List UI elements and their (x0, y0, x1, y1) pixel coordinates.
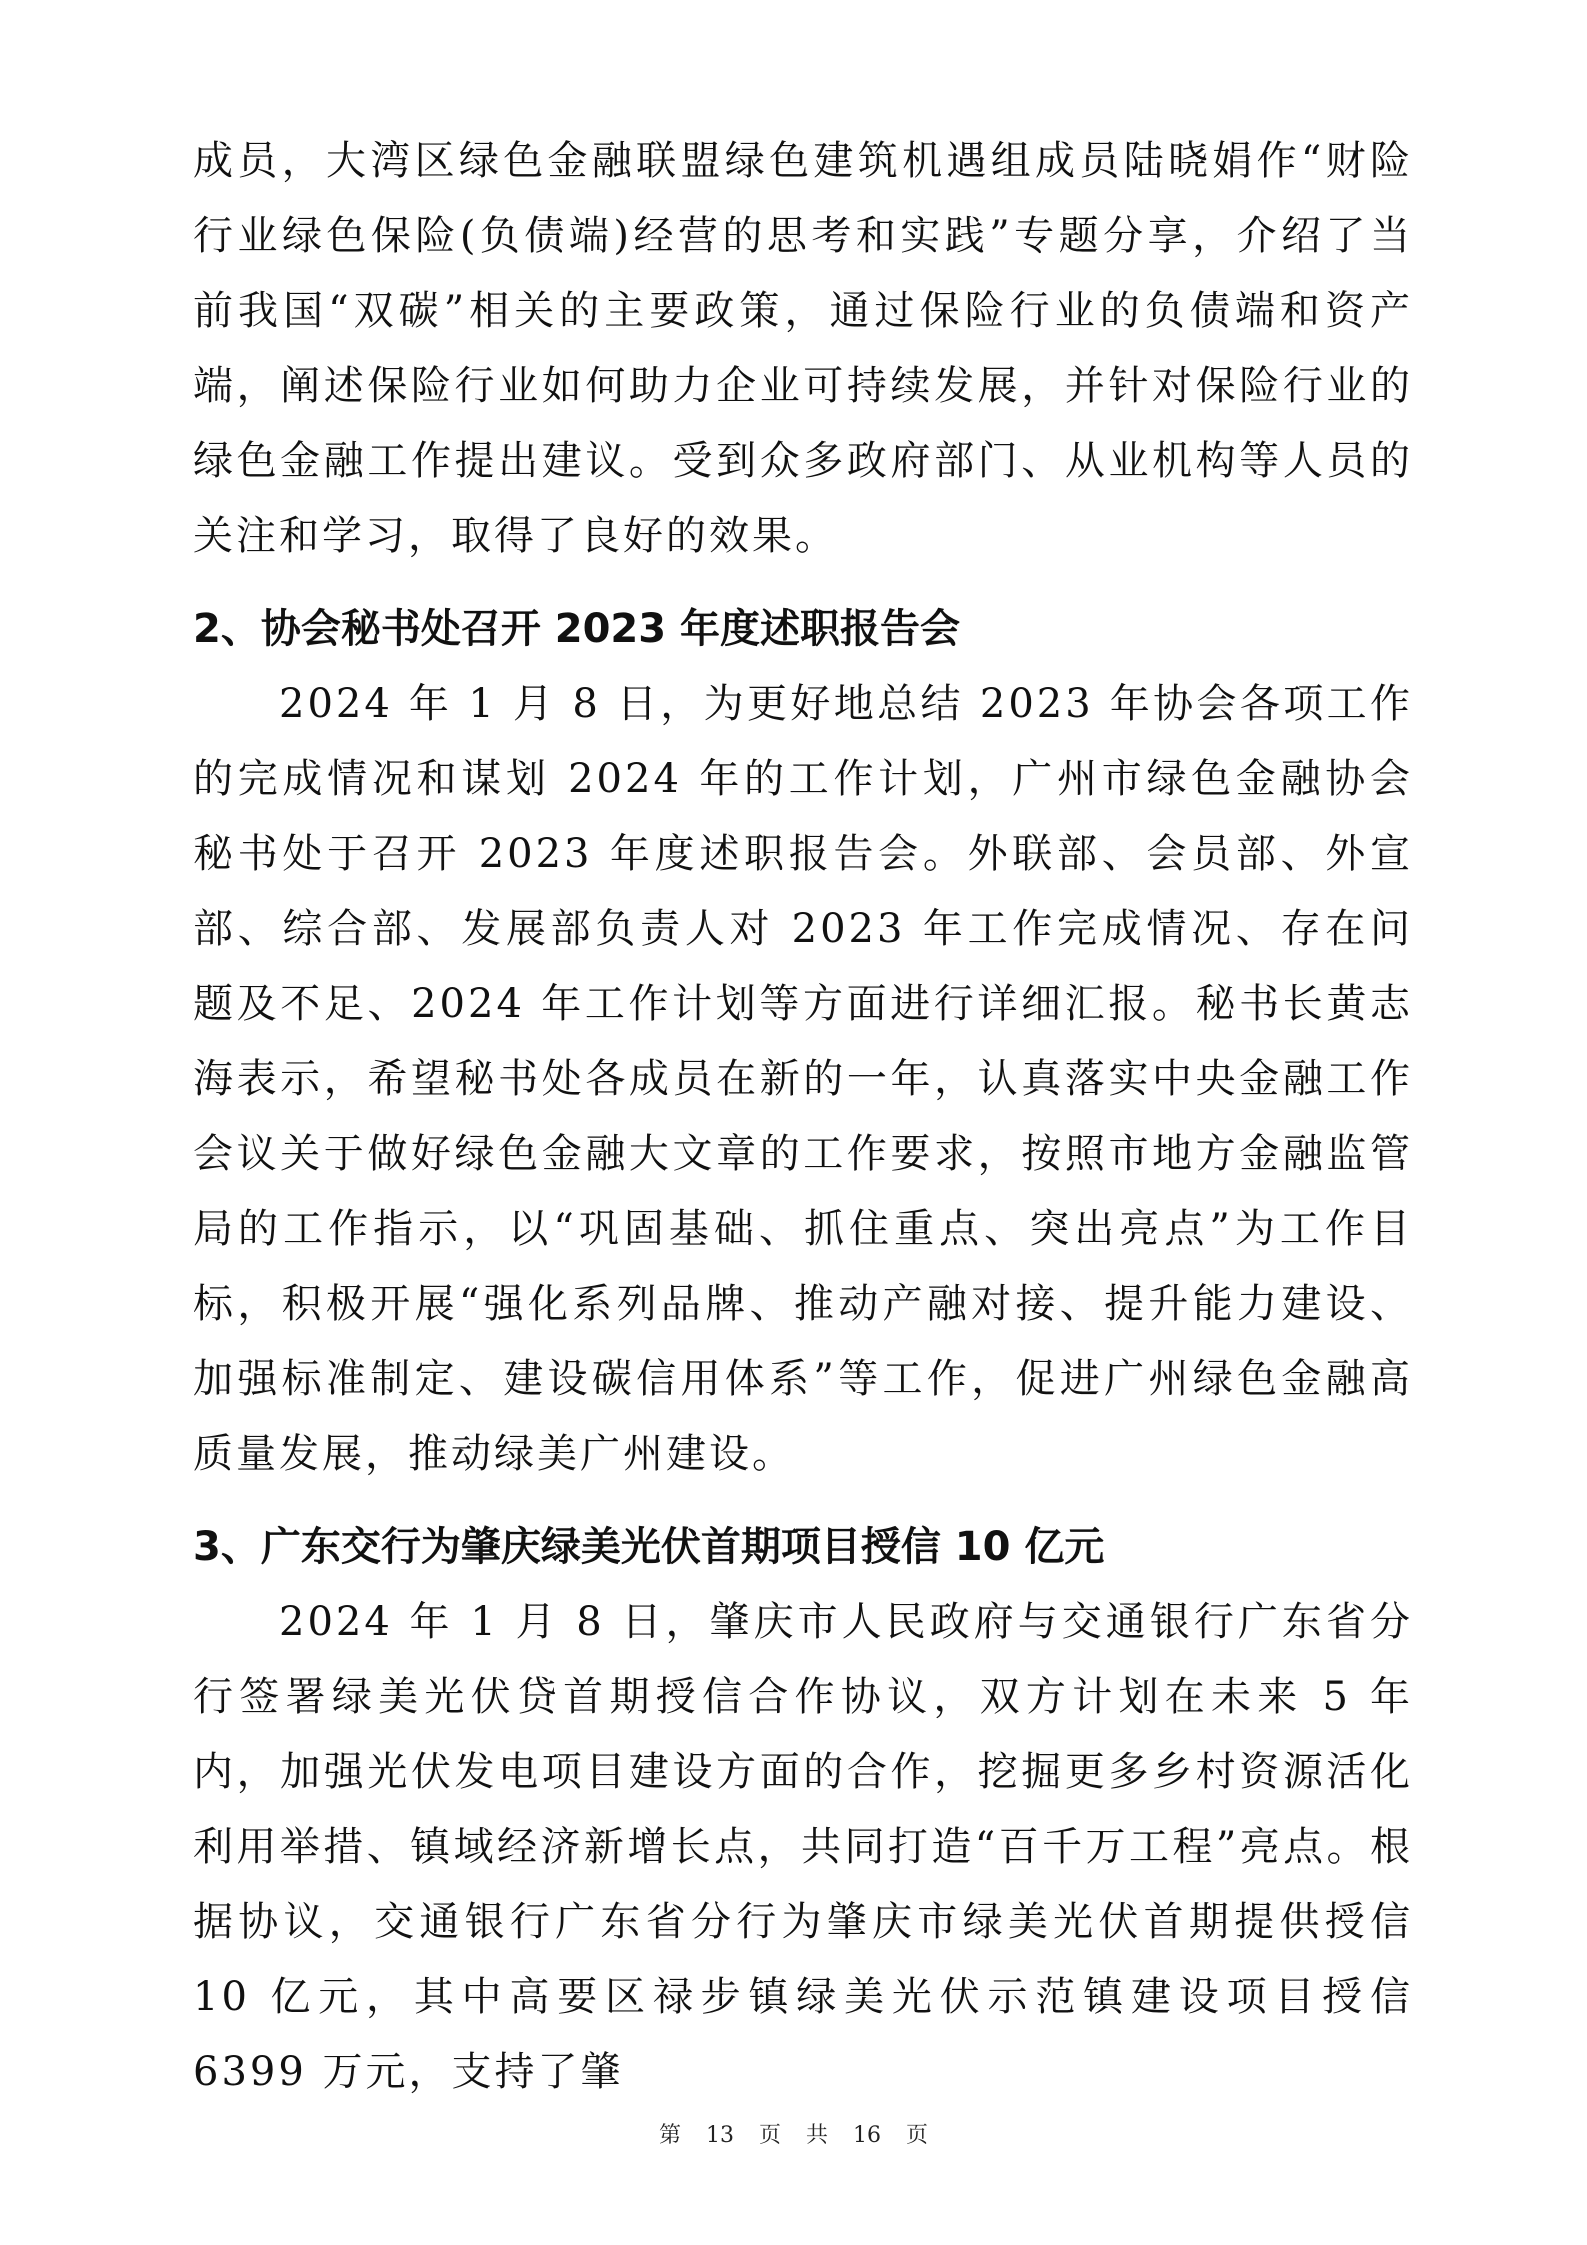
footer-current-page: 13 (705, 2123, 734, 2148)
section-heading-3: 3、广东交行为肇庆绿美光伏首期项目授信 10 亿元 (193, 1524, 1105, 1570)
footer-label-ye-end: 页 (906, 2123, 929, 2148)
page-content (193, 124, 1413, 2110)
footer-total-pages: 16 (853, 2123, 882, 2148)
section-heading-2: 2、协会秘书处召开 2023 年度述职报告会 (193, 606, 961, 652)
footer-label-gong: 共 (806, 2123, 829, 2148)
footer-label-ye: 页 (758, 2123, 781, 2148)
section-body-3: 2024 年 1 月 8 日，肇庆市人民政府与交通银行广东省分行签署绿美光伏贷首期授信合作协议，双方计划在未来 5 年内，加强光伏发电项目建设方面的合作，挖掘更多乡村资源活化利用举措、镇域经济新增长点，共同打造“百千万工程”亮点。根据协议，交通银行广东省分行为肇庆市绿美光伏首期提供授信 10 亿元，其中高要区禄步镇绿美光伏示范镇建设项目授信 6399 万元，支持了肇 (193, 1599, 1413, 2095)
page-footer (0, 2118, 1587, 2149)
intro-paragraph: 成员，大湾区绿色金融联盟绿色建筑机遇组成员陆晓娟作“财险行业绿色保险(负债端)经营的思考和实践”专题分享，介绍了当前我国“双碳”相关的主要政策，通过保险行业的负债端和资产端，阐述保险行业如何助力企业可持续发展，并针对保险行业的绿色金融工作提出建议。受到众多政府部门、从业机构等人员的关注和学习，取得了良好的效果。 (193, 138, 1413, 559)
footer-label-di: 第 (658, 2123, 681, 2148)
section-body-2: 2024 年 1 月 8 日，为更好地总结 2023 年协会各项工作的完成情况和谋划 2024 年的工作计划，广州市绿色金融协会秘书处于召开 2023 年度述职报告会。外联部、会员部、外宣部、综合部、发展部负责人对 2023 年工作完成情况、存在问题及不足、2024 年工作计划等方面进行详细汇报。秘书长黄志海表示，希望秘书处各成员在新的一年，认真落实中央金融工作会议关于做好绿色金融大文章的工作要求，按照市地方金融监管局的工作指示，以“巩固基础、抓住重点、突出亮点”为工作目标，积极开展“强化系列品牌、推动产融对接、提升能力建设、加强标准制定、建设碳信用体系”等工作，促进广州绿色金融高质量发展，推动绿美广州建设。 (193, 681, 1413, 1477)
